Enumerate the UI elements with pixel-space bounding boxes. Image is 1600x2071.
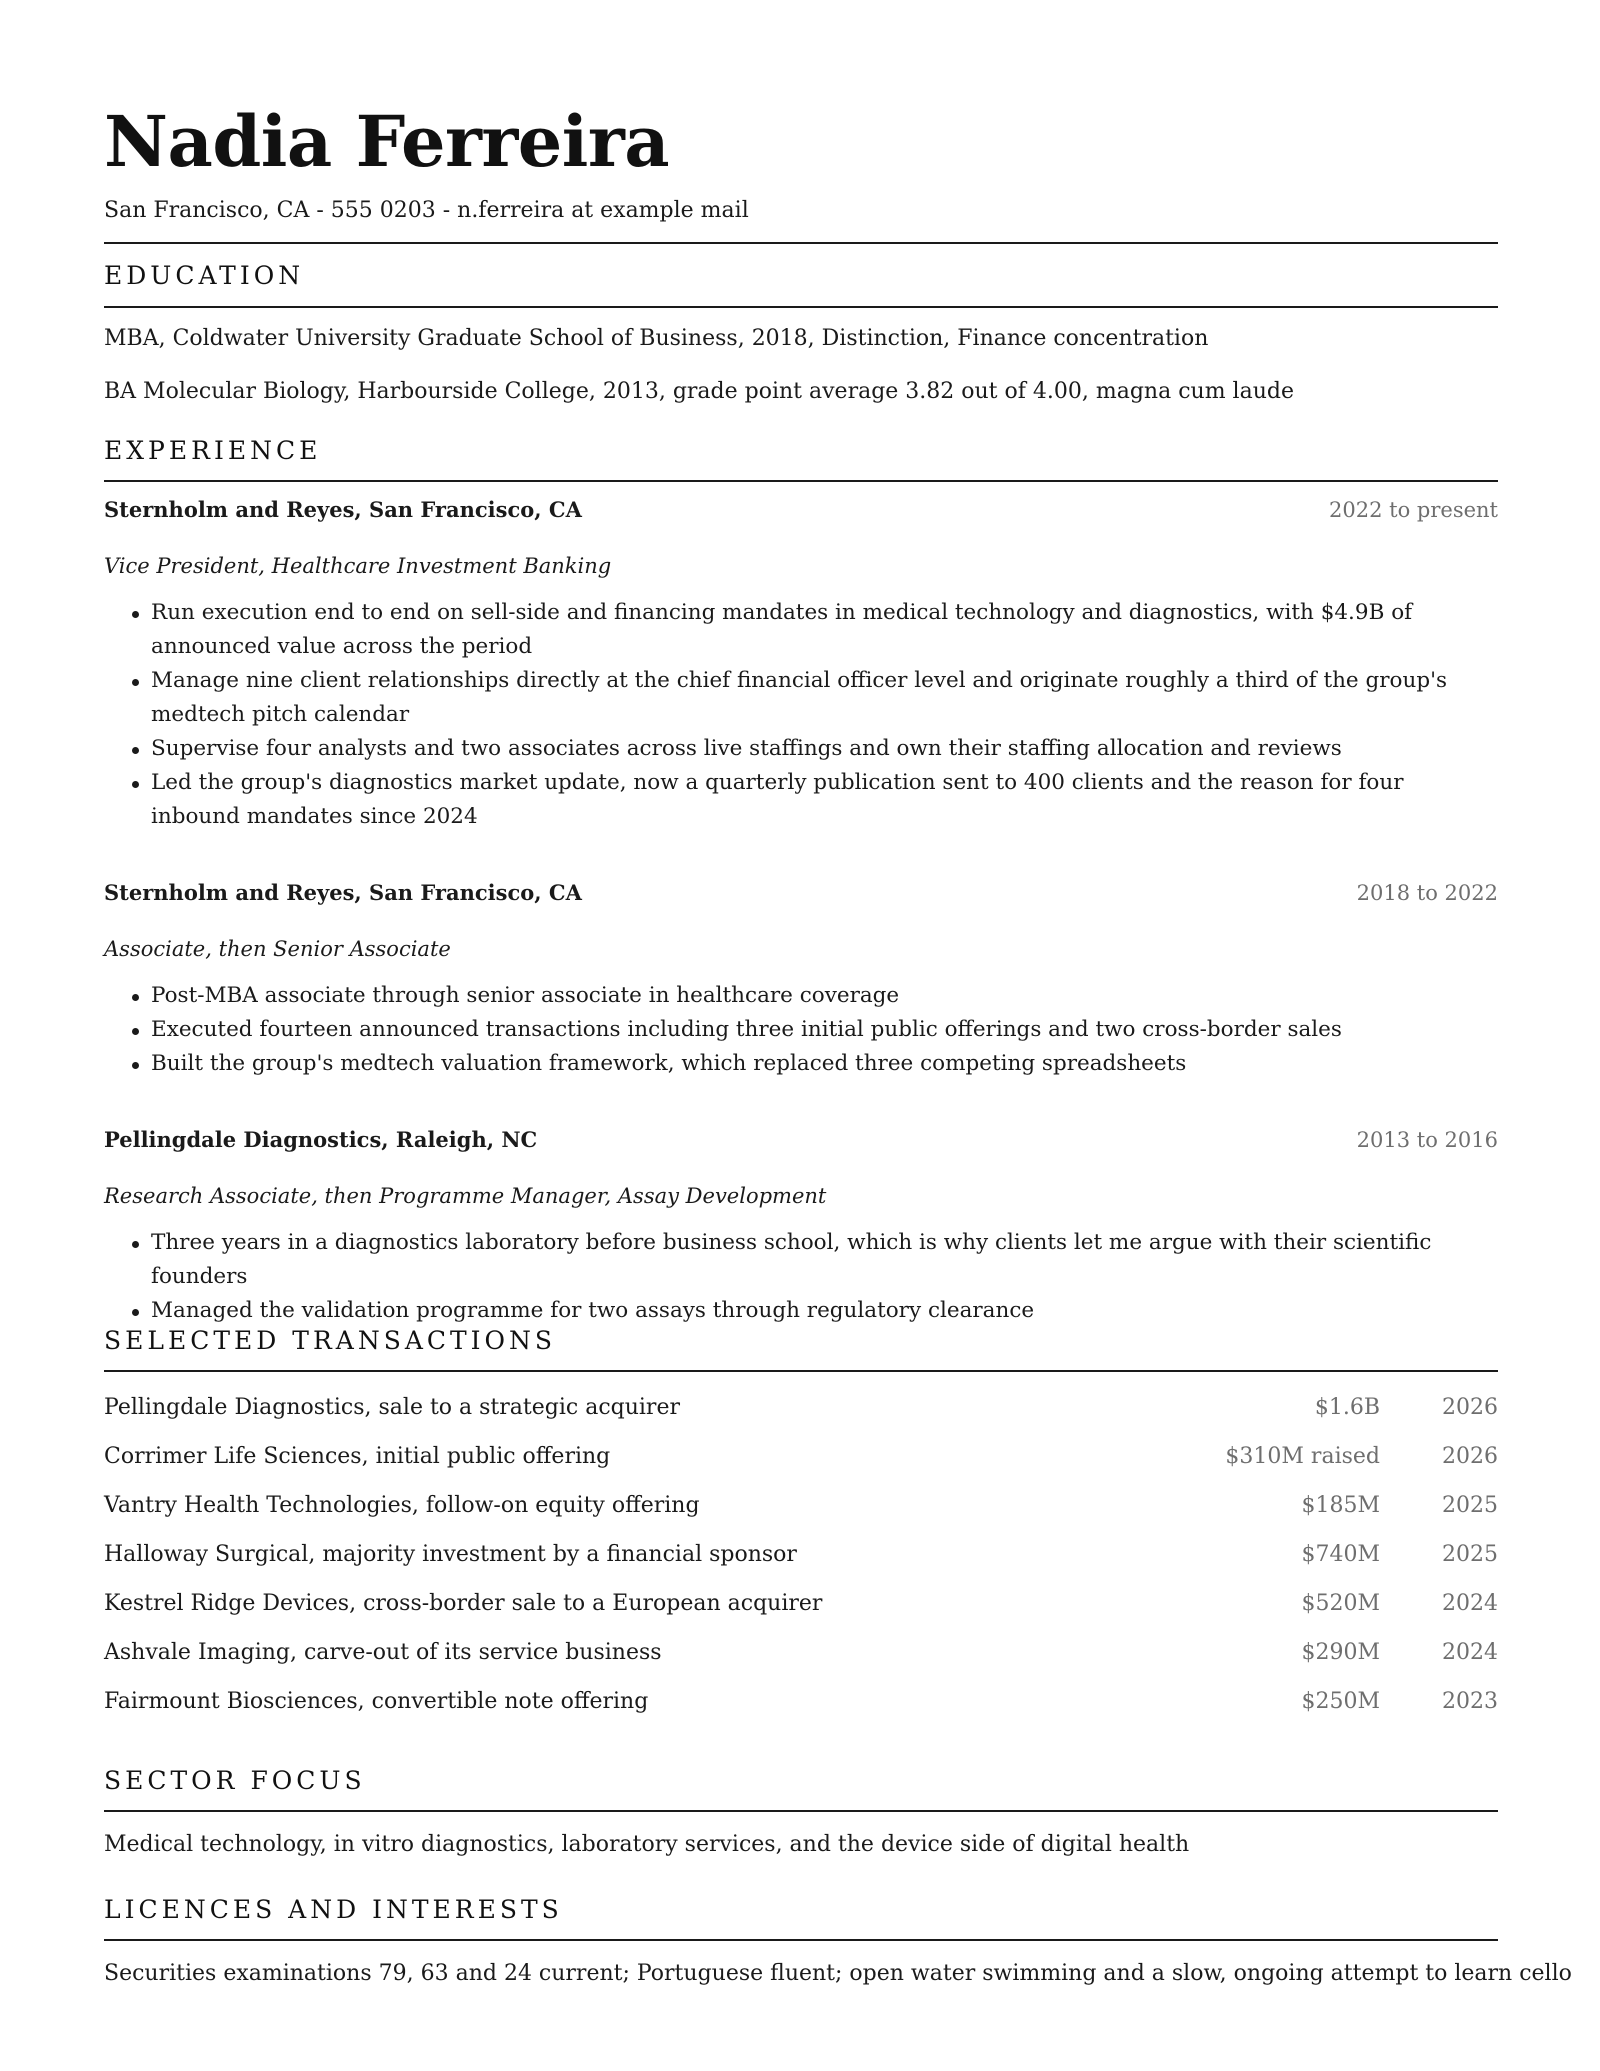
transaction-year: 2025 (1442, 1493, 1498, 1518)
transactions-heading: SELECTED TRANSACTIONS (104, 1326, 1498, 1372)
transaction-description: Fairmount Biosciences, convertible note offering (104, 1689, 649, 1714)
bullet-text: Post-MBA associate through senior associate in healthcare coverage (151, 983, 900, 1008)
bullet-item (104, 1013, 1498, 1047)
transaction-value: $740M (1301, 1542, 1380, 1567)
bullet-dot-icon (132, 1062, 139, 1069)
job-role: Associate, then Senior Associate (104, 937, 451, 961)
job-bullets (104, 596, 1498, 834)
bullet-dot-icon (132, 994, 139, 1001)
transaction-value: $1.6B (1314, 1395, 1380, 1420)
bullet-text: Supervise four analysts and two associates across live staffings and own their staffing allocation and reviews (151, 736, 1342, 761)
employer: Pellingdale Diagnostics, Raleigh, NC (104, 1127, 538, 1152)
transaction-year: 2025 (1442, 1542, 1498, 1567)
licences-section (104, 1895, 1572, 1991)
transaction-value: $185M (1301, 1493, 1380, 1518)
transaction-description: Kestrel Ridge Devices, cross-border sale to a European acquirer (104, 1591, 823, 1616)
job-header (104, 497, 1498, 531)
experience-section (104, 436, 1498, 482)
bullet-item (104, 979, 1498, 1013)
bullet-dot-icon (132, 747, 139, 754)
transaction-description: Halloway Surgical, majority investment by a financial sponsor (104, 1542, 797, 1567)
contact-line: San Francisco, CA - 555 0203 - n.ferreira at example mail (104, 198, 749, 223)
bullet-dot-icon (132, 781, 139, 788)
job-dates: 2013 to 2016 (1356, 1128, 1498, 1152)
transaction-year: 2024 (1442, 1640, 1498, 1665)
job-entry (104, 1127, 1498, 1328)
bullet-text: Executed fourteen announced transactions including three initial public offerings and two cross-border sales (151, 1017, 1342, 1042)
bullet-item (104, 766, 1498, 834)
bullet-text: Built the group's medtech valuation framework, which replaced three competing spreadsheets (151, 1051, 1187, 1076)
transaction-description: Ashvale Imaging, carve-out of its service business (104, 1640, 662, 1665)
job-role: Vice President, Healthcare Investment Banking (104, 554, 612, 578)
job-bullets (104, 1226, 1498, 1328)
bullet-item (104, 664, 1498, 732)
job-dates: 2022 to present (1329, 498, 1498, 522)
transaction-row (104, 1538, 1498, 1587)
bullet-dot-icon (132, 1028, 139, 1035)
bullet-text: Run execution end to end on sell-side and financing mandates in medical technology and diagnostics, with $4.9B of announced value across the period (151, 600, 1413, 659)
bullet-dot-icon (132, 1309, 139, 1316)
transactions-section (104, 1326, 1498, 1734)
bullet-item (104, 732, 1498, 766)
transaction-year: 2024 (1442, 1591, 1498, 1616)
transaction-row (104, 1489, 1498, 1538)
bullet-text: Managed the validation programme for two assays through regulatory clearance (151, 1298, 1035, 1323)
transaction-row (104, 1440, 1498, 1489)
job-bullets (104, 979, 1498, 1081)
bullet-text: Three years in a diagnostics laboratory before business school, which is why clients let me argue with their scientific founders (151, 1230, 1432, 1289)
education-item: BA Molecular Biology, Harbourside College, 2013, grade point average 3.82 out of 4.00, magna cum laude (104, 379, 1294, 404)
transaction-description: Pellingdale Diagnostics, sale to a strategic acquirer (104, 1395, 680, 1420)
bullet-item (104, 1047, 1498, 1081)
transaction-value: $310M raised (1225, 1444, 1380, 1469)
experience-heading: EXPERIENCE (104, 436, 1498, 482)
bullet-text: Led the group's diagnostics market update, now a quarterly publication sent to 400 clients and the reason for four inbound mandates since 2024 (151, 770, 1404, 829)
transaction-year: 2026 (1442, 1444, 1498, 1469)
licences-heading: LICENCES AND INTERESTS (104, 1895, 1498, 1941)
transaction-row (104, 1587, 1498, 1636)
transaction-value: $250M (1301, 1689, 1380, 1714)
education-section (104, 242, 1498, 409)
bullet-dot-icon (132, 1241, 139, 1248)
transaction-value: $520M (1301, 1591, 1380, 1616)
job-entry (104, 880, 1498, 1081)
job-entry (104, 497, 1498, 834)
bullet-text: Manage nine client relationships directly at the chief financial officer level and originate roughly a third of the group's medtech pitch calendar (151, 668, 1448, 727)
licences-text: Securities examinations 79, 63 and 24 current; Portuguese fluent; open water swimming and a slow, ongoing attempt to learn cello (104, 1961, 1572, 1986)
transaction-year: 2023 (1442, 1689, 1498, 1714)
transaction-value: $290M (1301, 1640, 1380, 1665)
bullet-item (104, 1226, 1498, 1294)
job-dates: 2018 to 2022 (1356, 881, 1498, 905)
transaction-row (104, 1685, 1498, 1734)
transaction-description: Vantry Health Technologies, follow-on equity offering (104, 1493, 700, 1518)
sector-focus-text: Medical technology, in vitro diagnostics, laboratory services, and the device side of digital health (104, 1832, 1190, 1857)
transaction-row (104, 1391, 1498, 1440)
bullet-dot-icon (132, 611, 139, 618)
bullet-item (104, 1294, 1498, 1328)
employer: Sternholm and Reyes, San Francisco, CA (104, 497, 582, 522)
sector-focus-heading: SECTOR FOCUS (104, 1766, 1498, 1812)
education-heading: EDUCATION (104, 242, 1498, 308)
job-header (104, 1127, 1498, 1161)
job-role: Research Associate, then Programme Manager, Assay Development (104, 1184, 827, 1208)
transaction-row (104, 1636, 1498, 1685)
bullet-dot-icon (132, 679, 139, 686)
sector-focus-section (104, 1766, 1498, 1862)
employer: Sternholm and Reyes, San Francisco, CA (104, 880, 582, 905)
transaction-description: Corrimer Life Sciences, initial public offering (104, 1444, 611, 1469)
education-item: MBA, Coldwater University Graduate School of Business, 2018, Distinction, Finance concentration (104, 326, 1209, 351)
bullet-item (104, 596, 1498, 664)
transactions-list (104, 1391, 1498, 1734)
candidate-name: Nadia Ferreira (104, 100, 670, 183)
transaction-year: 2026 (1442, 1395, 1498, 1420)
job-header (104, 880, 1498, 914)
